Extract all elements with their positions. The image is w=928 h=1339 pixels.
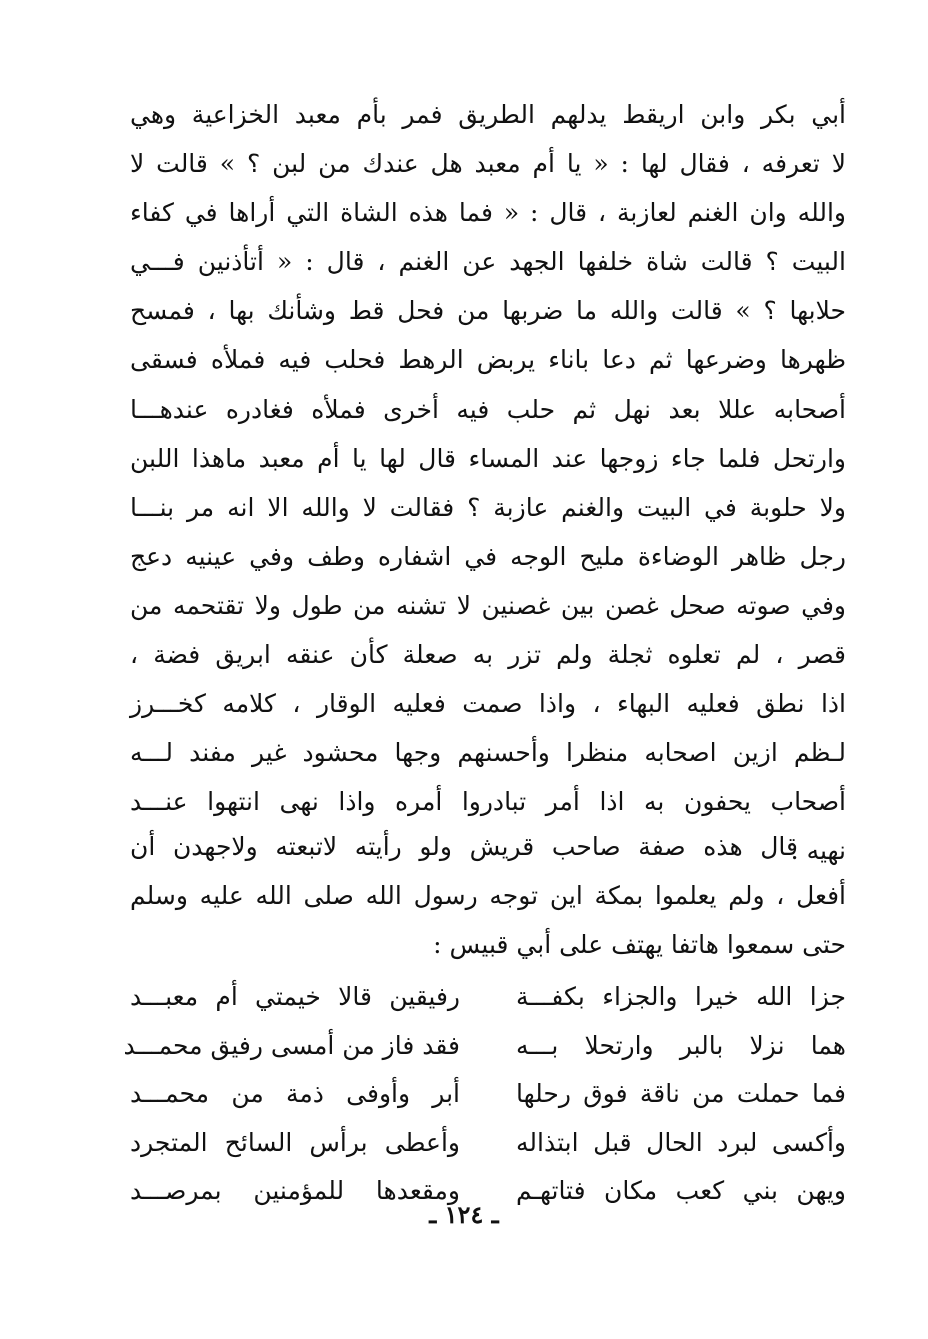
poem-hemistich-second: رفيقين قالا خيمتي أم معبـــد [130,982,460,1011]
text-line: وفي صوته صحل غصن بين غصنين لا تشنه من طول ولا تقتحمه من [130,590,846,620]
text-line: ولا حلوبة في البيت والغنم عازبة ؟ فقالت لا والله الا انه مر بنـــا [130,492,846,522]
text-line: أفعل ، ولم يعلموا بمكة اين توجه رسول الله صلى الله عليه وسلم [130,881,846,911]
text-line: رجل ظاهر الوضاءة مليح الوجه في اشفاره وطف وفي عينيه دعج [130,541,846,571]
paragraph-2 [130,822,846,969]
poem-hemistich-first: وأكسى لبرد الحال قبل ابتذاله [516,1127,846,1157]
text-line: اذا نطق فعليه البهاء ، واذا صمت فعليه الوقار ، كلامه كخـــرز [130,689,846,719]
text-line: حتى سمعوا هاتفا يهتف على أبي قبيس : [433,930,846,960]
text-line: لـظم ازين اصحابه منظرا وأحسنهم وجها محشود غير مفند لـــه [130,738,846,768]
poem-hemistich-first: هما نزلا بالبر وارتحلا بـــه [516,1030,846,1060]
text-line: نهيه . [790,836,846,866]
text-line: قال هذه صفة صاحب قريش ولو رأيته لاتبعته ولاجهدن أن [130,832,798,861]
text-line: وارتحل فلما جاء زوجها عند المساء قال لها يا أم معبد ماهذا اللبن [130,443,846,473]
poem-verse [130,973,846,1022]
poem-verse [130,1119,846,1168]
text-line: والله وان الغنم لعازبة ، قال : « فما هذه الشاة التي أراها في كفاء [130,198,846,228]
poem-verse [123,1022,846,1071]
text-line: قصر ، لم تعلوه ثجلة ولم تزر به صعلة كأن عنقه ابريق فضة ، [130,640,846,670]
poem-verse [130,1070,846,1119]
poem-hemistich-second: ومقعدها للمؤمنين بمرصـــد [130,1176,460,1206]
paragraph-1 [130,90,846,876]
text-line: أصحابه عللا بعد نهل ثم حلب فيه أخرى فملأه فغادره عندهـــا [130,394,846,424]
text-line: حلابها ؟ » قالت والله ما ضربها من فحل قط وشأنك بها ، فمسح [130,296,846,326]
poem-hemistich-first: جزا الله خيرا والجزاء بكفـــة [516,982,846,1011]
poem-hemistich-second: أبر وأوفى ذمة من محمـــد [130,1079,460,1109]
poem [123,973,846,1216]
poem-hemistich-second: فقد فاز من أمسى رفيق محمـــد [123,1030,460,1060]
poem-hemistich-first: فما حملت من ناقة فوق رحلها [516,1079,846,1109]
text-line: ظهرها وضرعها ثم دعا باناء يربض الرهط فحلب فيه فملأه فسقى [130,345,846,375]
poem-hemistich-first: ويهن بني كعب مكان فتاتهـم [516,1176,846,1206]
page-number: ـ ١٢٤ ـ [429,1200,499,1229]
text-line: البيت ؟ قالت شاة خلفها الجهد عن الغنم ، قال : « أتأذنين فـــي [130,247,846,277]
poem-hemistich-second: وأعطى برأس السائح المتجرد [130,1127,460,1157]
text-line: أبي بكر وابن اريقط يدلهم الطريق فمر بأم معبد الخزاعية وهي [130,100,846,129]
text-line: أصحاب يحفون به اذا أمر تبادروا أمره واذا نهى انتهوا عنـــد [130,787,846,817]
text-line: لا تعرفه ، فقال لها : « يا أم معبد هل عندك من لبن ؟ » قالت لا [130,149,846,179]
